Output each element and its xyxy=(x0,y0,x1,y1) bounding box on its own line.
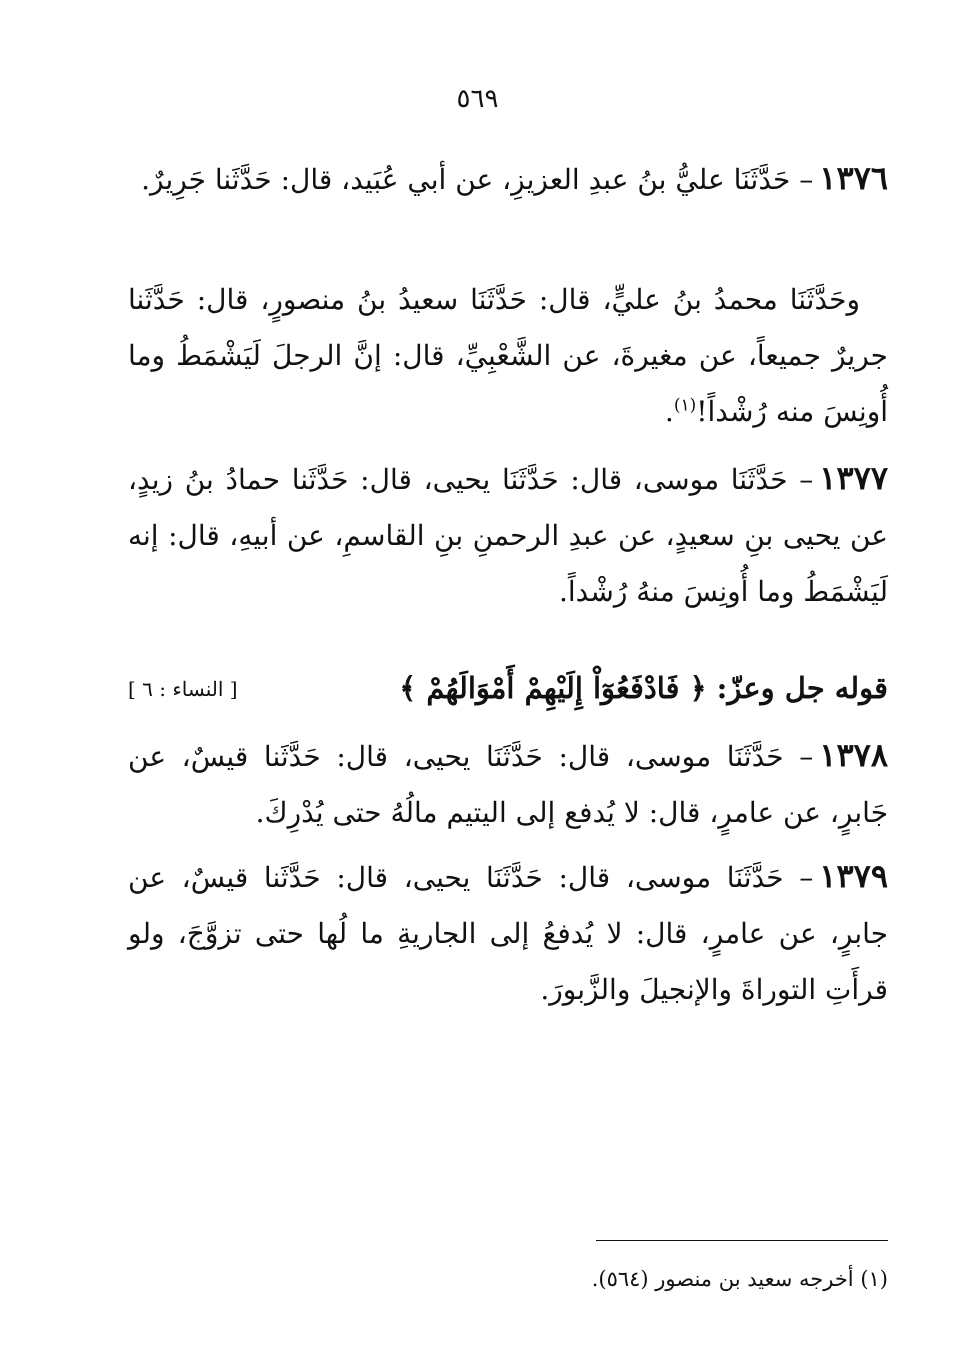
hadith-1379 xyxy=(128,848,888,1018)
hadith-1377 xyxy=(128,450,888,620)
verse-reference: [ النساء : ٦ ] xyxy=(128,677,238,701)
hadith-text: – حَدَّثَنَا موسى، قال: حَدَّثَنَا يحيى، قال: حَدَّثَنا قيسٌ، عن جابرٍ، عن عامرٍ، قال: لا يُدفعُ إلى الجاريةِ ما لُها حتى تزوَّجَ، ولو قرأَتِ التوراةَ والإنجيلَ والزَّبورَ. xyxy=(128,861,888,1006)
hadith-number: ١٣٧٦ xyxy=(819,159,888,197)
footnote-separator xyxy=(596,1240,888,1241)
page-number: ٥٦٩ xyxy=(456,84,499,114)
hadith-number: ١٣٧٧ xyxy=(819,459,888,497)
footnote: (١) أخرجه سعيد بن منصور (٥٦٤). xyxy=(591,1267,888,1291)
hadith-text: – حَدَّثَنَا موسى، قال: حَدَّثَنَا يحيى، قال: حَدَّثَنا حمادُ بنُ زيدٍ، عن يحيى بنِ سعيدٍ، عن عبدِ الرحمنِ بنِ القاسمِ، عن أبيهِ، قال: إنه لَيَشْمَطُ وما أُونِسَ منهُ رُشْداً. xyxy=(128,463,888,608)
hadith-1376-second-chain xyxy=(128,272,888,440)
section-heading xyxy=(128,660,888,720)
hadith-text: وحَدَّثَنَا محمدُ بنُ عليٍّ، قال: حَدَّثَنَا سعيدُ بنُ منصورٍ، قال: حَدَّثَنا جريرٌ جميعاً، عن مغيرةَ، عن الشَّعْبِيِّ، قال: إنَّ الرجلَ لَيَشْمَطُ وما أُونِسَ منه رُشْداً! xyxy=(128,283,888,428)
hadith-text: – حَدَّثَنَا موسى، قال: حَدَّثَنَا يحيى، قال: حَدَّثَنا قيسٌ، عن جَابرٍ، عن عامرٍ، قال: لا يُدفع إلى اليتيم مالُهُ حتى يُدْرِكَ. xyxy=(128,740,888,829)
hadith-1378 xyxy=(128,727,888,841)
hadith-number: ١٣٧٨ xyxy=(819,736,888,774)
hadith-1376 xyxy=(128,150,888,208)
heading-verse: قوله جل وعزّ: ﴿ فَادْفَعُوٓاْ إِلَيْهِمْ أَمْوَالَهُمْ ﴾ xyxy=(399,671,888,705)
hadith-number: ١٣٧٩ xyxy=(819,857,888,895)
hadith-text: – حَدَّثَنَا عليُّ بنُ عبدِ العزيزِ، عن أبي عُبَيد، قال: حَدَّثَنا جَرِيرٌ. xyxy=(141,163,814,196)
footnote-reference: (١) xyxy=(673,395,697,416)
sentence-end: . xyxy=(664,395,674,428)
